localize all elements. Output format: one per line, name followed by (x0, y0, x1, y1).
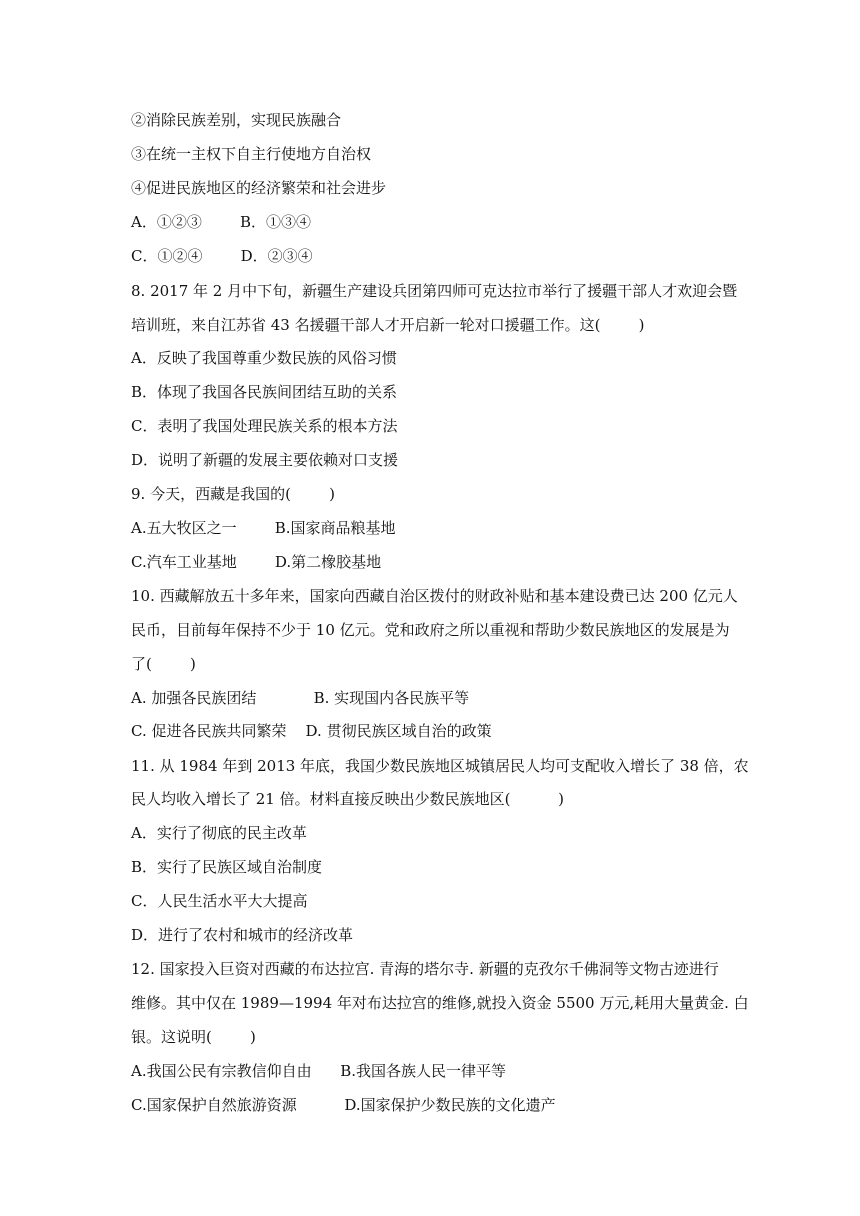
question-11-choice-c: C．人民生活水平大大提高 (131, 892, 308, 910)
question-12-stem-end: 银。这说明( ) (131, 1028, 256, 1046)
question-8-stem: 8. 2017 年 2 月中下旬，新疆生产建设兵团第四师可克达拉市举行了援疆干部人才欢迎会暨 (131, 282, 738, 300)
question-12-choice-ab: A.我国公民有宗教信仰自由 B.我国各族人民一律平等 (131, 1062, 507, 1080)
question-10-stem: 10. 西藏解放五十多年来，国家向西藏自治区拨付的财政补贴和基本建设费已达 200 亿元人 (131, 587, 738, 605)
question-12-choice-cd: C.国家保护自然旅游资源 D.国家保护少数民族的文化遗产 (131, 1096, 556, 1114)
question-10-stem-end: 了( ) (131, 655, 196, 673)
question-8-choice-a: A．反映了我国尊重少数民族的风俗习惯 (131, 349, 397, 367)
question-11-stem: 11. 从 1984 年到 2013 年底，我国少数民族地区城镇居民人均可支配收入增长了 38 倍，农 (131, 757, 749, 775)
question-8-stem-cont: 培训班，来自江苏省 43 名援疆干部人才开启新一轮对口援疆工作。这( ) (131, 316, 645, 334)
question-8-choice-b: B．体现了我国各民族间团结互助的关系 (131, 383, 398, 401)
question-11-choice-b: B．实行了民族区域自治制度 (131, 858, 323, 876)
question-9-choice-cd: C.汽车工业基地 D.第二橡胶基地 (131, 553, 382, 571)
question-11-choice-d: D．进行了农村和城市的经济改革 (131, 926, 354, 944)
question-8-choice-d: D．说明了新疆的发展主要依赖对口支援 (131, 451, 399, 469)
option-4: ④促进民族地区的经济繁荣和社会进步 (131, 179, 387, 197)
question-10-stem-cont: 民币，目前每年保持不少于 10 亿元。党和政府之所以重视和帮助少数民族地区的发展是为 (131, 621, 730, 639)
question-8-choice-c: C．表明了我国处理民族关系的根本方法 (131, 417, 398, 435)
question-11-stem-cont: 民人均收入增长了 21 倍。材料直接反映出少数民族地区( ) (131, 790, 565, 808)
choice-ab: A．①②③ B．①③④ (131, 213, 312, 231)
question-9-choice-ab: A.五大牧区之一 B.国家商品粮基地 (131, 519, 396, 537)
question-12-stem: 12. 国家投入巨资对西藏的布达拉宫. 青海的塔尔寺. 新疆的克孜尔千佛洞等文物古迹进行 (131, 960, 719, 978)
question-10-choice-cd: C. 促进各民族共同繁荣 D. 贯彻民族区域自治的政策 (131, 722, 492, 740)
question-11-choice-a: A．实行了彻底的民主改革 (131, 824, 307, 842)
choice-cd: C．①②④ D．②③④ (131, 247, 313, 265)
question-12-stem-cont: 维修。其中仅在 1989—1994 年对布达拉宫的维修,就投入资金 5500 万元,耗用大量黄金. 白 (131, 994, 749, 1012)
option-3: ③在统一主权下自主行使地方自治权 (131, 145, 372, 163)
question-10-choice-ab: A. 加强各民族团结 B. 实现国内各民族平等 (131, 689, 470, 707)
option-2: ②消除民族差别，实现民族融合 (131, 111, 342, 129)
question-9-stem: 9. 今天，西藏是我国的( ) (131, 485, 335, 503)
